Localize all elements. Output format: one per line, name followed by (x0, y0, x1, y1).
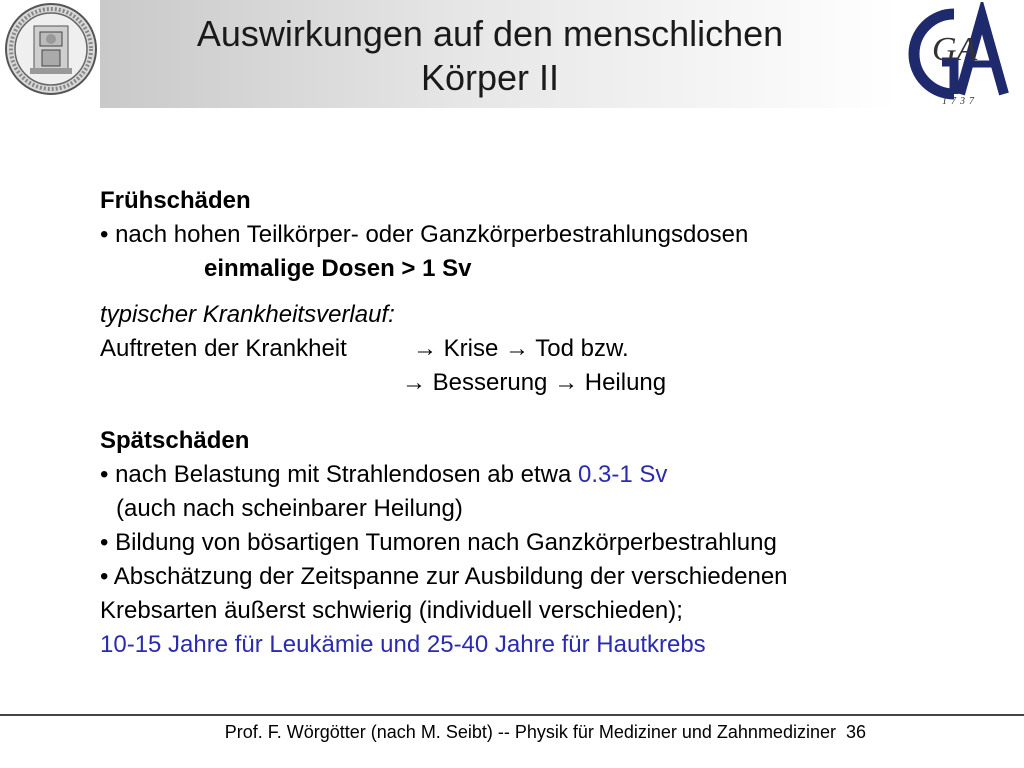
logo-monogram: GA (932, 31, 978, 68)
footer-text: Prof. F. Wörgötter (nach M. Seibt) -- Physik für Mediziner und Zahnmediziner (224, 722, 836, 742)
course-path-2: → Besserung → Heilung (402, 369, 667, 396)
spat-bullet-3-highlight: 10-15 Jahre für Leukämie und 25-40 Jahre für Hautkrebs (100, 631, 706, 658)
spat-heading: Spätschäden (100, 427, 250, 454)
title-line-2: Körper II (420, 57, 560, 98)
course-path-1: → Krise → Tod bzw. (413, 335, 629, 362)
footer-divider (0, 714, 1024, 716)
slide-title (100, 12, 880, 100)
spat-bullet-1-note: (auch nach scheinbarer Heilung) (116, 495, 463, 522)
page-number: 36 (845, 722, 866, 742)
title-line-1: Auswirkungen auf den menschlichen (196, 13, 784, 54)
spat-bullet-3-line-2: Krebsarten äußerst schwierig (individuell verschieden); (100, 597, 683, 624)
logo-year: 1737 (942, 96, 978, 106)
footer (0, 722, 866, 743)
spat-bullet-2: • Bildung von bösartigen Tumoren nach Ganzkörperbestrahlung (100, 529, 777, 556)
spat-bullet-1-text: • nach Belastung mit Strahlendosen ab etwa (100, 461, 579, 488)
university-seal-icon (4, 2, 98, 96)
spat-bullet-1 (100, 458, 980, 492)
course-row-1 (100, 332, 980, 366)
spat-bullet-3-line-1: • Abschätzung der Zeitspanne zur Ausbildung der verschiedenen (100, 563, 788, 590)
fruh-heading: Frühschäden (100, 187, 251, 214)
university-logo-icon (896, 2, 1020, 106)
fruh-dose: einmalige Dosen > 1 Sv (204, 255, 472, 282)
slide-content (100, 184, 980, 662)
fruh-bullet-1: • nach hohen Teilkörper- oder Ganzkörperbestrahlungsdosen (100, 221, 749, 248)
spat-dose-value: 0.3-1 Sv (578, 461, 668, 488)
course-start: Auftreten der Krankheit (100, 335, 347, 362)
course-label: typischer Krankheitsverlauf: (100, 301, 395, 328)
